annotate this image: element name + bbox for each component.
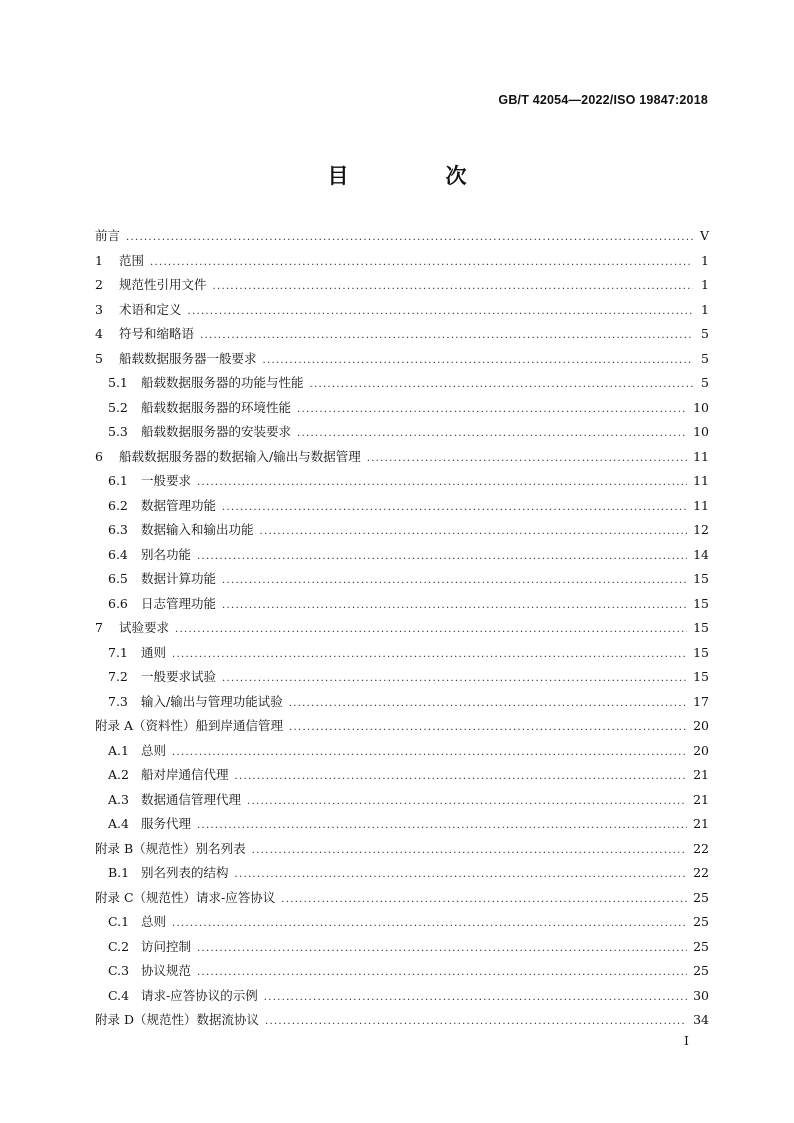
toc-entry-title: 船载数据服务器的环境性能: [141, 399, 292, 415]
toc-entry-page: 11: [693, 448, 709, 464]
toc-entry-title: 规范性引用文件: [119, 277, 207, 292]
toc-entry-number: C.1: [108, 914, 130, 929]
table-of-contents: [95, 224, 709, 1033]
toc-entry-title: 船对岸通信代理: [141, 767, 229, 782]
dot-leader: [213, 275, 693, 300]
toc-entry[interactable]: [95, 1008, 709, 1033]
toc-entry-page: 15: [693, 620, 709, 635]
toc-entry-title: 船载数据服务器的数据输入/输出与数据管理: [119, 448, 361, 464]
toc-entry-title: 总则: [141, 742, 167, 758]
toc-entry[interactable]: [95, 273, 709, 298]
toc-entry-title: 输入/输出与管理功能试验: [141, 693, 283, 709]
dot-leader: [200, 324, 693, 349]
dot-leader: [222, 594, 687, 619]
toc-entry-page: 20: [693, 742, 709, 758]
dot-leader: [197, 814, 687, 839]
toc-entry-number: 5.1: [108, 375, 128, 390]
dot-leader: [367, 447, 687, 472]
toc-entry-title: 船载数据服务器一般要求: [119, 350, 257, 366]
toc-entry-title: 数据管理功能: [141, 497, 217, 513]
dot-leader: [197, 937, 687, 962]
toc-entry-page: 17: [693, 693, 709, 709]
toc-entry[interactable]: [95, 347, 709, 372]
toc-entry-title: 数据计算功能: [141, 571, 217, 586]
toc-entry[interactable]: [95, 592, 709, 617]
toc-entry[interactable]: [95, 959, 709, 984]
toc-entry-title: 总则: [141, 914, 167, 929]
dot-leader: [222, 667, 687, 692]
toc-entry-number: A.1: [108, 742, 129, 758]
toc-entry-title: 附录 D（规范性）数据流协议: [95, 1012, 259, 1027]
toc-entry-page: 25: [693, 889, 709, 905]
dot-leader: [297, 422, 687, 447]
toc-entry-page: V: [699, 228, 709, 243]
toc-entry-title: 数据通信管理代理: [141, 791, 242, 807]
standard-code: GB/T 42054—2022/ISO 19847:2018: [498, 93, 708, 107]
toc-entry-title: 服务代理: [141, 816, 192, 831]
toc-entry-number: 7: [95, 620, 103, 635]
toc-entry[interactable]: [95, 518, 709, 543]
toc-entry[interactable]: [95, 714, 709, 739]
toc-entry[interactable]: [95, 396, 709, 421]
toc-entry-number: 7.2: [108, 669, 128, 684]
toc-entry-page: 10: [693, 399, 709, 415]
toc-entry-number: 6.2: [108, 497, 128, 513]
toc-entry-title: 一般要求: [141, 473, 192, 488]
page-title: 目 次: [327, 164, 505, 188]
dot-leader: [222, 496, 687, 521]
toc-entry-page: 15: [693, 644, 709, 660]
toc-entry-number: 1: [95, 252, 103, 268]
dot-leader: [126, 226, 693, 251]
toc-entry[interactable]: [95, 837, 709, 862]
toc-entry[interactable]: [95, 494, 709, 519]
dot-leader: [260, 520, 688, 545]
toc-entry[interactable]: [95, 224, 709, 249]
toc-entry-page: 10: [693, 424, 709, 439]
toc-entry-number: 5: [95, 350, 103, 366]
toc-entry-number: 7.1: [108, 644, 128, 660]
toc-entry[interactable]: [95, 371, 709, 396]
toc-entry-number: 5.2: [108, 399, 128, 415]
dot-leader: [247, 790, 687, 815]
toc-entry[interactable]: [95, 788, 709, 813]
toc-entry-title: 访问控制: [141, 938, 192, 954]
dot-leader: [197, 545, 687, 570]
toc-entry-number: 6.6: [108, 595, 128, 611]
toc-entry-title: 试验要求: [119, 620, 170, 635]
dot-leader: [172, 912, 687, 937]
toc-entry-title: 范围: [119, 252, 145, 268]
toc-entry-page: 11: [693, 473, 709, 488]
dot-leader: [297, 398, 687, 423]
toc-entry-page: 25: [693, 938, 709, 954]
toc-entry-number: C.3: [108, 963, 130, 978]
dot-leader: [197, 471, 687, 496]
dot-leader: [172, 741, 687, 766]
toc-entry-page: 21: [693, 791, 709, 807]
toc-entry[interactable]: [95, 445, 709, 470]
dot-leader: [264, 986, 687, 1011]
toc-entry[interactable]: [95, 861, 709, 886]
toc-entry[interactable]: [95, 763, 709, 788]
toc-entry-number: 6.5: [108, 571, 128, 586]
toc-entry-number: 6.3: [108, 522, 128, 537]
toc-entry-page: 5: [701, 375, 709, 390]
toc-entry-page: 34: [693, 1012, 709, 1027]
toc-entry[interactable]: [95, 322, 709, 347]
toc-entry-title: 通则: [141, 644, 167, 660]
toc-entry-page: 21: [693, 816, 709, 831]
toc-entry[interactable]: [95, 935, 709, 960]
toc-entry-number: A.2: [108, 767, 129, 782]
toc-entry-title: 数据输入和输出功能: [141, 522, 254, 537]
toc-entry[interactable]: [95, 249, 709, 274]
toc-entry-title: 日志管理功能: [141, 595, 217, 611]
toc-entry-title: 附录 B（规范性）别名列表: [95, 840, 246, 856]
toc-entry[interactable]: [95, 641, 709, 666]
dot-leader: [222, 569, 687, 594]
toc-entry[interactable]: [95, 690, 709, 715]
toc-entry[interactable]: [95, 567, 709, 592]
dot-leader: [281, 888, 687, 913]
toc-entry-page: 1: [701, 252, 709, 268]
toc-entry-page: 22: [693, 865, 709, 880]
toc-entry-page: 15: [693, 595, 709, 611]
toc-entry-number: 6.4: [108, 546, 128, 562]
toc-entry-page: 30: [693, 987, 709, 1003]
toc-entry-number: C.4: [108, 987, 130, 1003]
dot-leader: [252, 839, 687, 864]
toc-entry-title: 附录 C（规范性）请求-应答协议: [95, 889, 276, 905]
toc-entry-page: 1: [701, 301, 709, 317]
dot-leader: [175, 618, 687, 643]
toc-entry-title: 船载数据服务器的安装要求: [141, 424, 292, 439]
toc-entry[interactable]: [95, 616, 709, 641]
toc-entry[interactable]: [95, 910, 709, 935]
toc-entry-page: 25: [693, 963, 709, 978]
toc-entry-number: 4: [95, 326, 103, 341]
toc-entry[interactable]: [95, 420, 709, 445]
toc-entry-number: 7.3: [108, 693, 128, 709]
toc-entry[interactable]: [95, 739, 709, 764]
toc-entry-title: 船载数据服务器的功能与性能: [141, 375, 304, 390]
toc-entry-title: 协议规范: [141, 963, 192, 978]
dot-leader: [150, 251, 693, 276]
toc-entry-title: 前言: [95, 228, 121, 243]
dot-leader: [310, 373, 693, 398]
toc-entry-page: 1: [701, 277, 709, 292]
toc-entry-page: 15: [693, 669, 709, 684]
toc-entry-page: 22: [693, 840, 709, 856]
toc-entry-page: 15: [693, 571, 709, 586]
dot-leader: [188, 300, 693, 325]
dot-leader: [235, 863, 688, 888]
page-number: I: [684, 1033, 689, 1048]
dot-leader: [265, 1010, 687, 1035]
toc-entry-title: 别名列表的结构: [141, 865, 229, 880]
toc-entry-number: C.2: [108, 938, 130, 954]
dot-leader: [197, 961, 687, 986]
toc-entry-number: A.3: [108, 791, 129, 807]
toc-entry[interactable]: [95, 886, 709, 911]
toc-entry-title: 别名功能: [141, 546, 192, 562]
toc-entry-title: 附录 A（资料性）船到岸通信管理: [95, 718, 284, 733]
dot-leader: [289, 692, 687, 717]
toc-entry[interactable]: [95, 543, 709, 568]
toc-entry[interactable]: [95, 469, 709, 494]
toc-entry-page: 5: [701, 326, 709, 341]
toc-entry[interactable]: [95, 298, 709, 323]
toc-entry-number: B.1: [108, 865, 130, 880]
toc-entry-number: 2: [95, 277, 103, 292]
toc-entry[interactable]: [95, 812, 709, 837]
toc-entry-number: 6.1: [108, 473, 128, 488]
toc-entry-page: 5: [701, 350, 709, 366]
toc-entry-page: 20: [693, 718, 709, 733]
toc-entry-number: 5.3: [108, 424, 128, 439]
toc-entry-number: 6: [95, 448, 103, 464]
dot-leader: [289, 716, 687, 741]
toc-entry-number: A.4: [108, 816, 129, 831]
toc-entry-page: 21: [693, 767, 709, 782]
toc-entry-page: 14: [693, 546, 709, 562]
toc-entry-title: 请求-应答协议的示例: [141, 987, 258, 1003]
toc-entry-page: 12: [693, 522, 709, 537]
toc-entry[interactable]: [95, 984, 709, 1009]
toc-entry-page: 11: [693, 497, 709, 513]
toc-entry-title: 一般要求试验: [141, 669, 217, 684]
toc-entry-page: 25: [693, 914, 709, 929]
toc-entry-title: 术语和定义: [119, 301, 182, 317]
dot-leader: [263, 349, 693, 374]
dot-leader: [235, 765, 688, 790]
toc-entry-title: 符号和缩略语: [119, 326, 195, 341]
toc-entry-number: 3: [95, 301, 103, 317]
dot-leader: [172, 643, 687, 668]
toc-entry[interactable]: [95, 665, 709, 690]
